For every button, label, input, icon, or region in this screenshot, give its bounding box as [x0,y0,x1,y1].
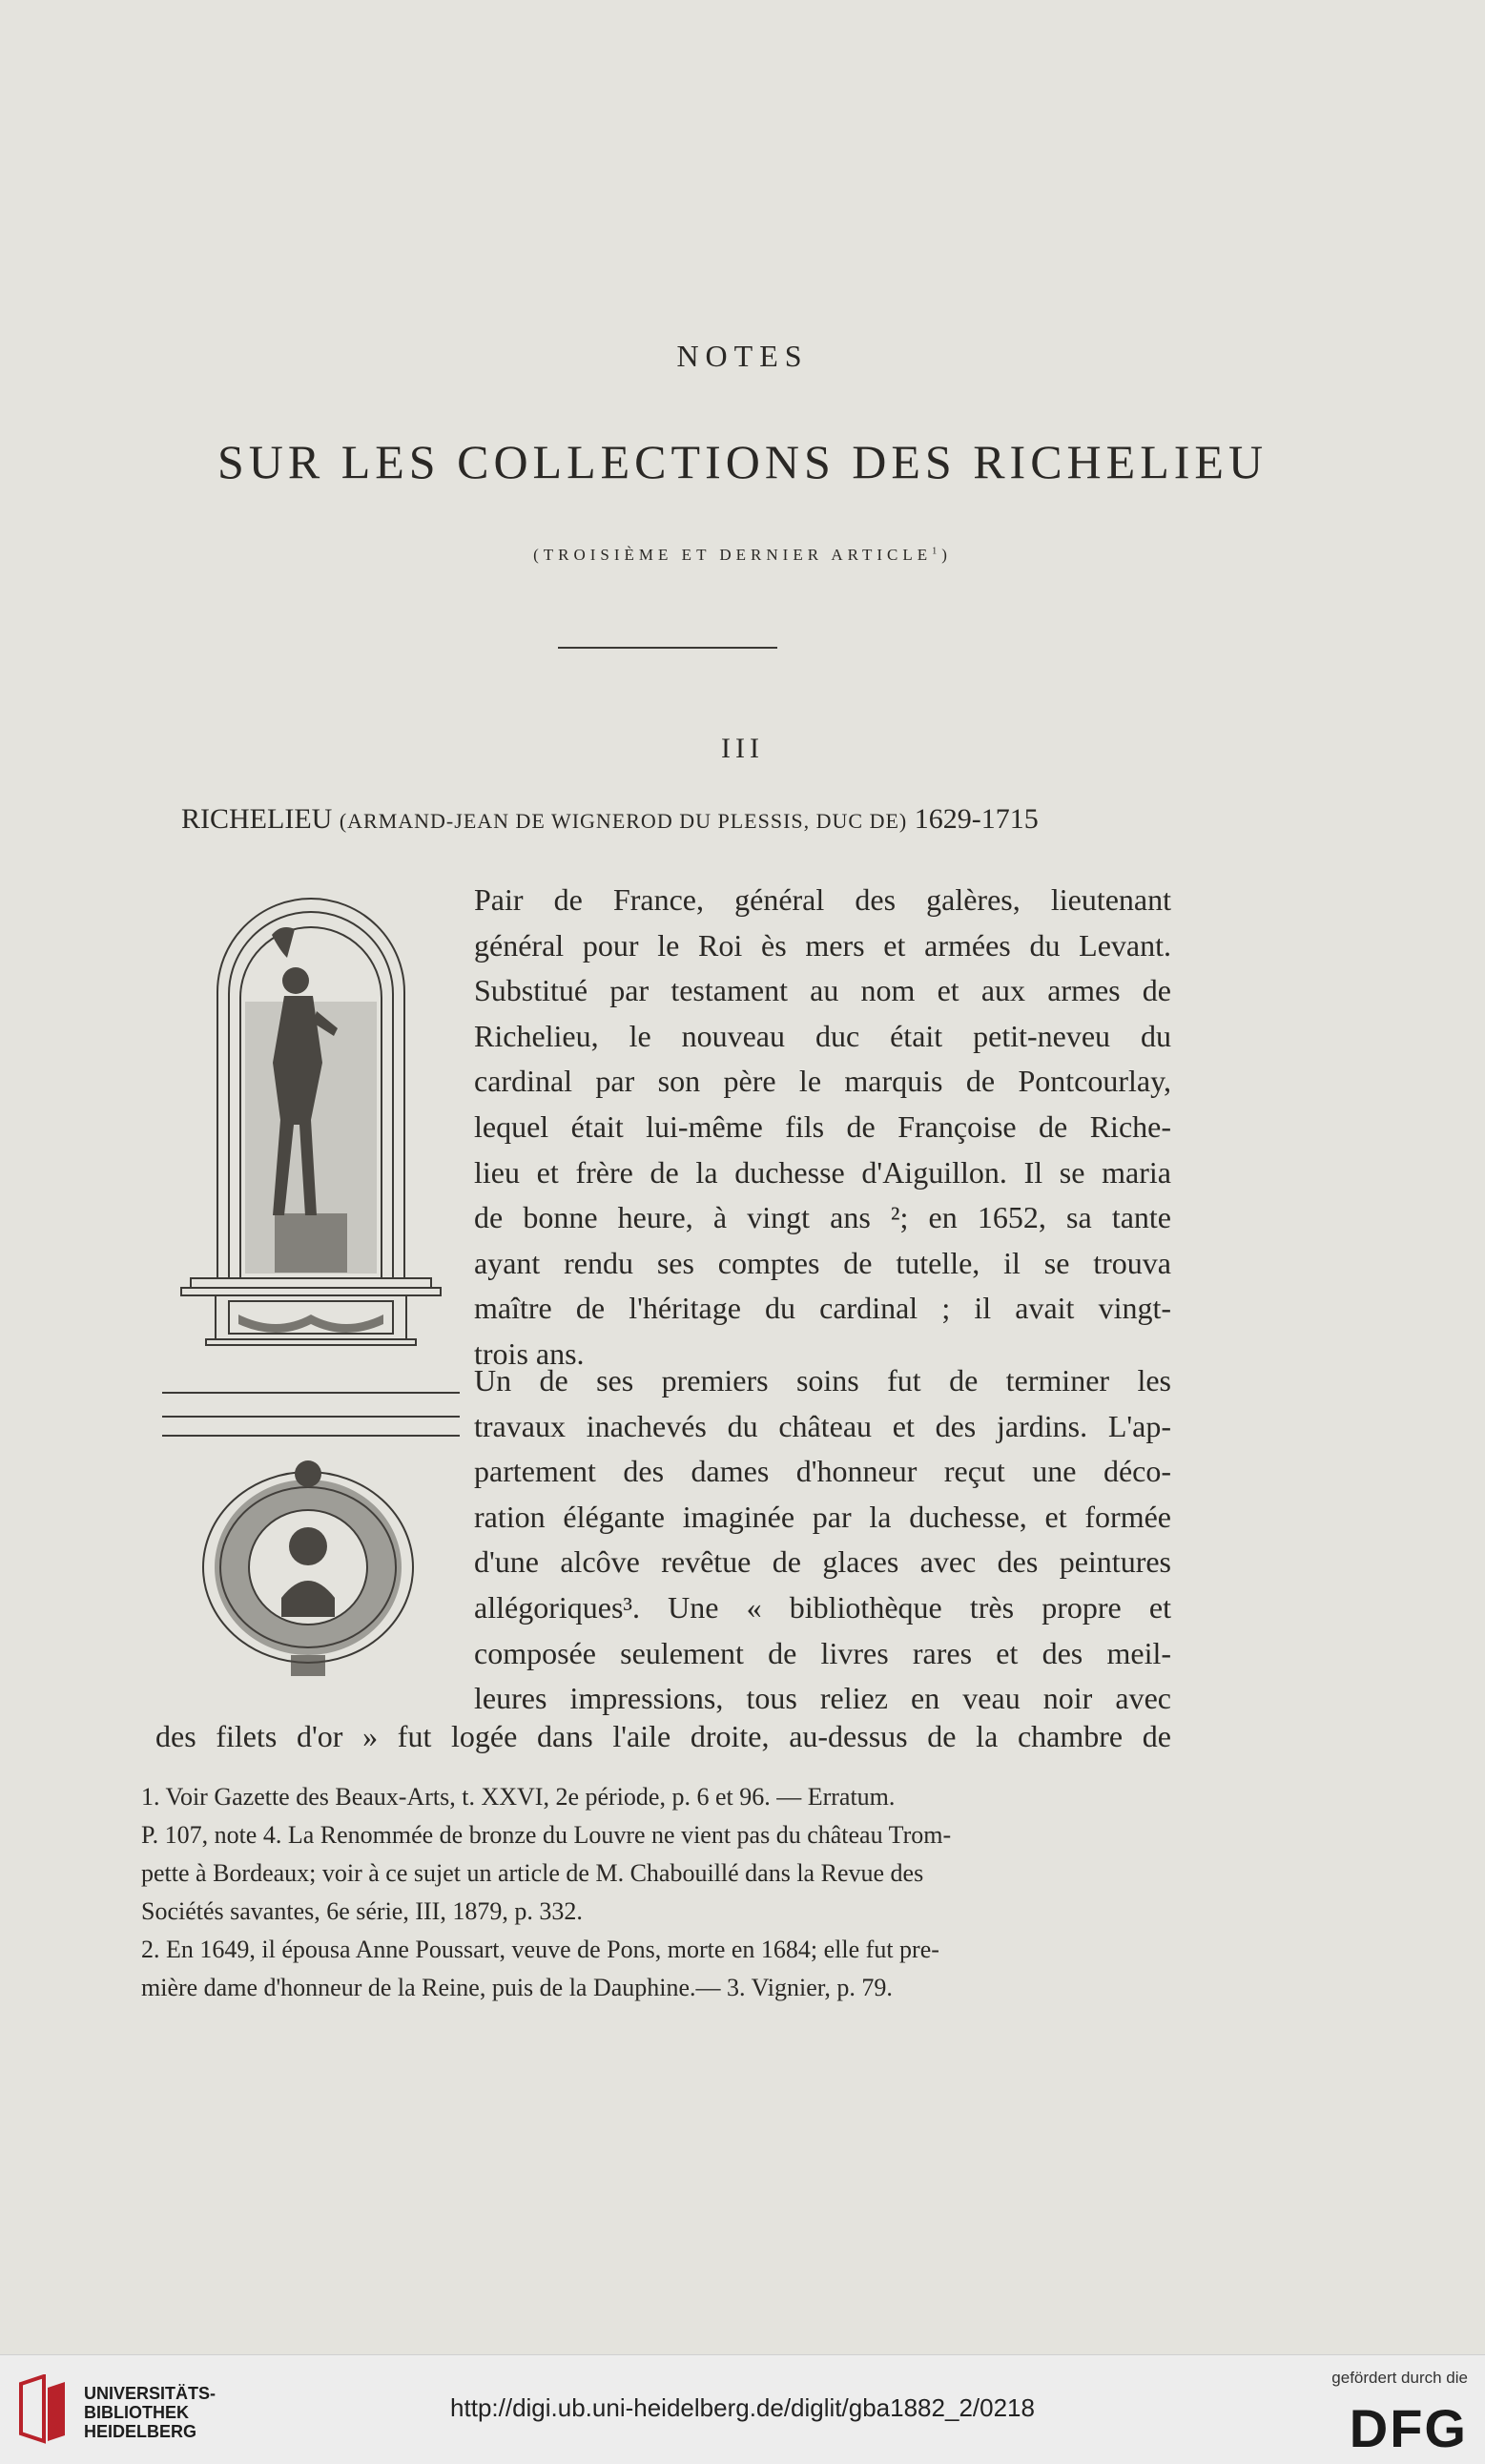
paragraph-line: cardinal par son père le marquis de Pontcourlay, [474,1064,1171,1099]
paragraph-line: général pour le Roi ès mers et armées du Levant. [474,927,1171,963]
paragraph-line: partement des dames d'honneur reçut une déco- [474,1454,1171,1489]
footnote-line: Sociétés savantes, 6e série, III, 1879, p. 332. [141,1897,583,1925]
paragraph-line: Substitué par testament au nom et aux armes de [474,973,1171,1008]
section-detail: (ARMAND-JEAN DE WIGNEROD DU PLESSIS, DUC DE) [339,809,908,833]
section-number: III [721,733,764,764]
paragraph-line: lieu et frère de la duchesse d'Aiguillon. Il se maria [474,1154,1171,1190]
footnote-2 [141,1931,1173,2007]
viewer-footer [0,2354,1485,2464]
paragraph-line: de bonne heure, à vingt ans ²; en 1652, sa tante [474,1200,1171,1235]
paragraph-line: lequel était lui-même fils de Françoise de Riche- [474,1108,1171,1144]
statue-niche-engraving [162,878,460,1450]
library-name: UNIVERSITÄTS- BIBLIOTHEK HEIDELBERG [84,2384,217,2441]
footnote-line: mière dame d'honneur de la Reine, puis de la Dauphine.— 3. Vignier, p. 79. [141,1974,893,2001]
paragraph-continuation: des filets d'or » fut logée dans l'aile droite, au-dessus de la chambre de [155,1719,1171,1753]
paragraph-line: Richelieu, le nouveau duc était petit-neveu du [474,1018,1171,1053]
article-title: SUR LES COLLECTIONS DES RICHELIEU [217,435,1268,488]
kicker-title: NOTES [676,339,809,373]
article-subtitle: (TROISIÈME ET DERNIER ARTICLE$^1$) [533,546,952,564]
paragraph-line: ayant rendu ses comptes de tutelle, il se trouva [474,1245,1171,1280]
permalink-url[interactable]: http://digi.ub.uni-heidelberg.de/diglit/gba1882_2/0218 [450,2393,1035,2422]
paragraph-line: d'une alcôve revêtue de glaces avec des peintures [474,1544,1171,1580]
footnote-line: pette à Bordeaux; voir à ce sujet un article de M. Chabouillé dans la Revue des [141,1859,924,1887]
title-rule [558,647,777,649]
paragraph-line: allégoriques³. Une « bibliothèque très propre et [474,1589,1171,1625]
paragraph-line: Pair de France, général des galères, lieutenant [474,882,1171,917]
paragraph-line: Un de ses premiers soins fut de terminer les [474,1363,1171,1398]
medallion-engraving [186,1455,429,1684]
paragraph-line: leures impressions, tous reliez en veau noir avec [474,1681,1171,1716]
footnote-1 [141,1778,1173,1931]
dfg-logo: DFG [1349,2398,1468,2458]
paragraph-2 [474,1358,1171,1722]
paragraph-line: ration élégante imaginée par la duchesse, et formée [474,1499,1171,1534]
paragraph-line: travaux inachevés du château et des jardins. L'ap- [474,1408,1171,1443]
section-name: RICHELIEU [181,803,333,835]
paragraph-line: maître de l'héritage du cardinal ; il avait vingt- [474,1291,1171,1326]
footnote-line: 2. En 1649, il épousa Anne Poussart, veuve de Pons, morte en 1684; elle fut pre- [141,1936,939,1963]
footnotes [141,1778,1173,2007]
section-dates: 1629-1715 [914,803,1039,835]
funding-note: gefördert durch die [1331,2369,1468,2387]
section-heading [181,803,1326,836]
paragraph-1 [474,878,1171,1377]
paragraph-line: composée seulement de livres rares et des meil- [474,1635,1171,1670]
footnote-line: 1. Voir Gazette des Beaux-Arts, t. XXVI, 2e période, p. 6 et 96. — Erratum. [141,1783,896,1811]
paragraph-line: trois ans. [474,1336,585,1371]
footnote-line: P. 107, note 4. La Renommée de bronze du Louvre ne vient pas du château Trom- [141,1821,952,1849]
